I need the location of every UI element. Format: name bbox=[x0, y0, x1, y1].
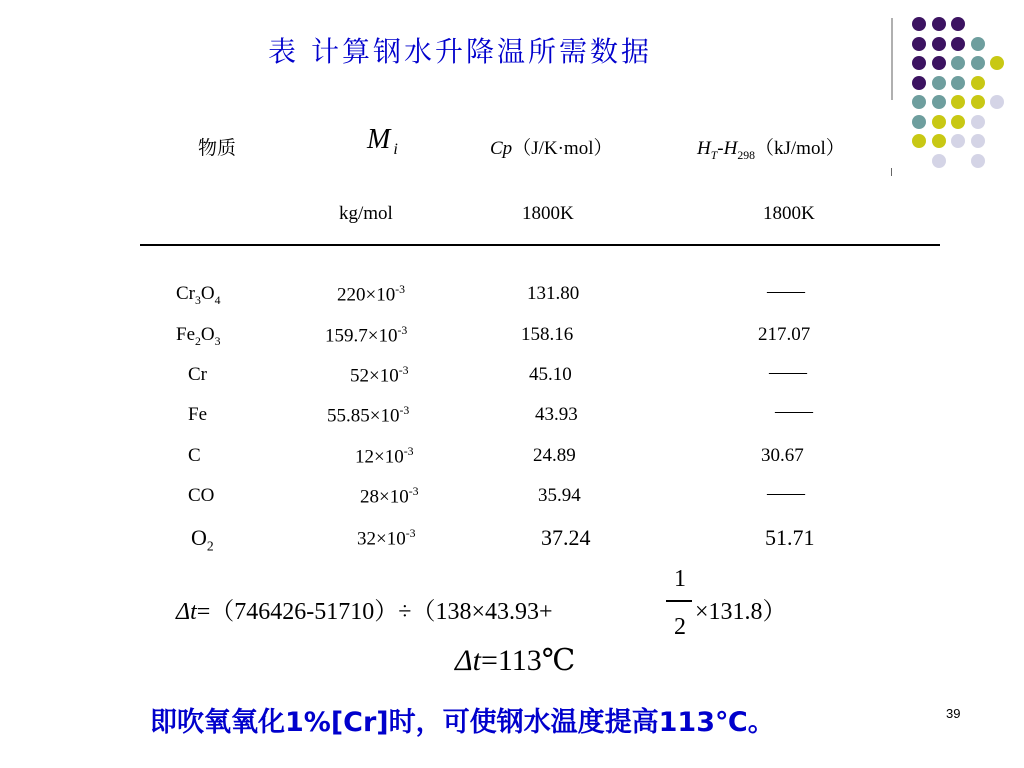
decorative-dot bbox=[951, 17, 965, 31]
page-number: 39 bbox=[946, 706, 961, 721]
cell-substance: C bbox=[188, 445, 201, 466]
conclusion-text: 即吹氧氧化1%[Cr]时，可使钢水温度提高113℃。 bbox=[150, 707, 775, 738]
formula-fraction-denominator: 2 bbox=[674, 614, 686, 640]
cell-mi bbox=[355, 445, 414, 468]
unit-cp: 1800K bbox=[522, 203, 574, 224]
decorative-dot bbox=[951, 134, 965, 148]
substance-sub1: 2 bbox=[195, 334, 201, 348]
mi-exponent: -3 bbox=[408, 485, 419, 498]
header-enthalpy bbox=[697, 133, 845, 163]
decorative-dot bbox=[932, 17, 946, 31]
mi-base: 55.85×10 bbox=[327, 405, 400, 427]
cell-cp: 43.93 bbox=[535, 404, 578, 425]
decorative-dot bbox=[971, 95, 985, 109]
header-h-sub2: 298 bbox=[737, 148, 755, 162]
cell-h: —— bbox=[775, 401, 813, 422]
mi-exponent: -3 bbox=[399, 404, 410, 417]
mi-base: 220×10 bbox=[337, 284, 396, 306]
decorative-dot bbox=[971, 134, 985, 148]
page-title: 表 计算钢水升降温所需数据 bbox=[268, 35, 652, 68]
formula-lhs: =（746426-51710）÷（138×43.93+ bbox=[196, 599, 553, 625]
substance-sub1: 2 bbox=[206, 538, 214, 554]
header-h-mid: -H bbox=[717, 138, 738, 159]
decorative-dot bbox=[990, 95, 1004, 109]
decorative-dot bbox=[951, 37, 965, 51]
mi-base: 32×10 bbox=[357, 528, 406, 550]
decorative-dot bbox=[932, 95, 946, 109]
decorative-dot bbox=[932, 56, 946, 70]
cell-h: —— bbox=[767, 483, 805, 504]
decorative-dot bbox=[971, 115, 985, 129]
cell-h: —— bbox=[767, 281, 805, 302]
header-mi-symbol: M bbox=[367, 124, 391, 155]
mi-exponent: -3 bbox=[403, 445, 414, 458]
decorative-dot bbox=[912, 17, 926, 31]
decorative-dot bbox=[971, 37, 985, 51]
decorative-dot bbox=[912, 76, 926, 90]
mi-exponent: -3 bbox=[405, 527, 416, 540]
header-mi-subscript: i bbox=[393, 141, 398, 158]
cell-mi bbox=[360, 485, 419, 508]
formula-expression bbox=[176, 591, 553, 626]
cell-h: 51.71 bbox=[765, 525, 815, 550]
cell-substance: CO bbox=[188, 485, 215, 506]
substance-mid: O bbox=[200, 324, 215, 345]
decorative-dot bbox=[971, 154, 985, 168]
result-value: =113℃ bbox=[480, 644, 576, 677]
decorative-dot bbox=[951, 56, 965, 70]
cell-substance bbox=[191, 525, 214, 554]
decorative-dot bbox=[951, 115, 965, 129]
unit-h: 1800K bbox=[763, 203, 815, 224]
decorative-dot bbox=[932, 76, 946, 90]
decorative-dot bbox=[912, 134, 926, 148]
mi-base: 28×10 bbox=[360, 486, 409, 508]
cell-cp: 158.16 bbox=[521, 324, 574, 345]
decorative-tick bbox=[891, 168, 892, 176]
substance-mid: O bbox=[200, 283, 215, 304]
cell-h: 217.07 bbox=[758, 324, 811, 345]
header-mi bbox=[367, 124, 398, 158]
cell-h: —— bbox=[769, 362, 807, 383]
decorative-dot bbox=[951, 76, 965, 90]
cell-substance bbox=[176, 324, 221, 349]
table-rule bbox=[140, 244, 940, 246]
cell-substance bbox=[176, 283, 221, 308]
header-cp-unit: （J/K·mol） bbox=[512, 138, 613, 159]
cell-mi bbox=[325, 324, 407, 347]
header-h-unit: （kJ/mol） bbox=[755, 138, 845, 159]
substance-base: O bbox=[191, 525, 207, 550]
cell-substance: Cr bbox=[188, 364, 207, 385]
cell-cp: 35.94 bbox=[538, 485, 581, 506]
cell-substance: Fe bbox=[188, 404, 207, 425]
decorative-dot bbox=[951, 95, 965, 109]
substance-base: Fe bbox=[176, 324, 195, 345]
header-h-sub1: T bbox=[710, 148, 718, 162]
cell-cp: 37.24 bbox=[541, 525, 591, 550]
formula-fraction-numerator: 1 bbox=[674, 566, 686, 592]
mi-base: 12×10 bbox=[355, 446, 404, 468]
substance-sub2: 3 bbox=[214, 334, 221, 348]
unit-mi: kg/mol bbox=[339, 203, 393, 224]
decorative-dot bbox=[912, 115, 926, 129]
decorative-dot bbox=[932, 134, 946, 148]
decorative-dot bbox=[912, 95, 926, 109]
decorative-dot bbox=[990, 56, 1004, 70]
decorative-dot bbox=[971, 56, 985, 70]
cell-mi bbox=[337, 283, 405, 306]
mi-exponent: -3 bbox=[395, 283, 406, 296]
formula-result bbox=[455, 643, 575, 678]
header-cp-symbol: Cp bbox=[490, 138, 513, 159]
substance-base: Cr bbox=[176, 283, 195, 304]
header-cp bbox=[490, 133, 612, 160]
header-substance: 物质 bbox=[198, 138, 237, 159]
formula-delta-t: Δt bbox=[176, 599, 197, 625]
cell-mi bbox=[350, 364, 409, 387]
mi-base: 159.7×10 bbox=[325, 325, 398, 347]
decorative-dot bbox=[971, 76, 985, 90]
decorative-dot bbox=[932, 154, 946, 168]
mi-base: 52×10 bbox=[350, 365, 399, 387]
cell-cp: 45.10 bbox=[529, 364, 572, 385]
formula-fraction-bar bbox=[666, 600, 692, 602]
decorative-dot bbox=[932, 115, 946, 129]
cell-h: 30.67 bbox=[761, 445, 804, 466]
mi-exponent: -3 bbox=[398, 364, 409, 377]
cell-cp: 24.89 bbox=[533, 445, 576, 466]
substance-sub2: 4 bbox=[214, 293, 221, 307]
cell-mi bbox=[357, 527, 416, 550]
formula-tail: ×131.8） bbox=[695, 599, 787, 625]
header-h-prefix: H bbox=[697, 138, 711, 159]
result-delta-t: Δt bbox=[455, 644, 481, 677]
mi-exponent: -3 bbox=[397, 324, 408, 337]
cell-mi bbox=[327, 404, 409, 427]
cell-cp: 131.80 bbox=[527, 283, 580, 304]
substance-sub1: 3 bbox=[195, 293, 201, 307]
decorative-dot bbox=[932, 37, 946, 51]
